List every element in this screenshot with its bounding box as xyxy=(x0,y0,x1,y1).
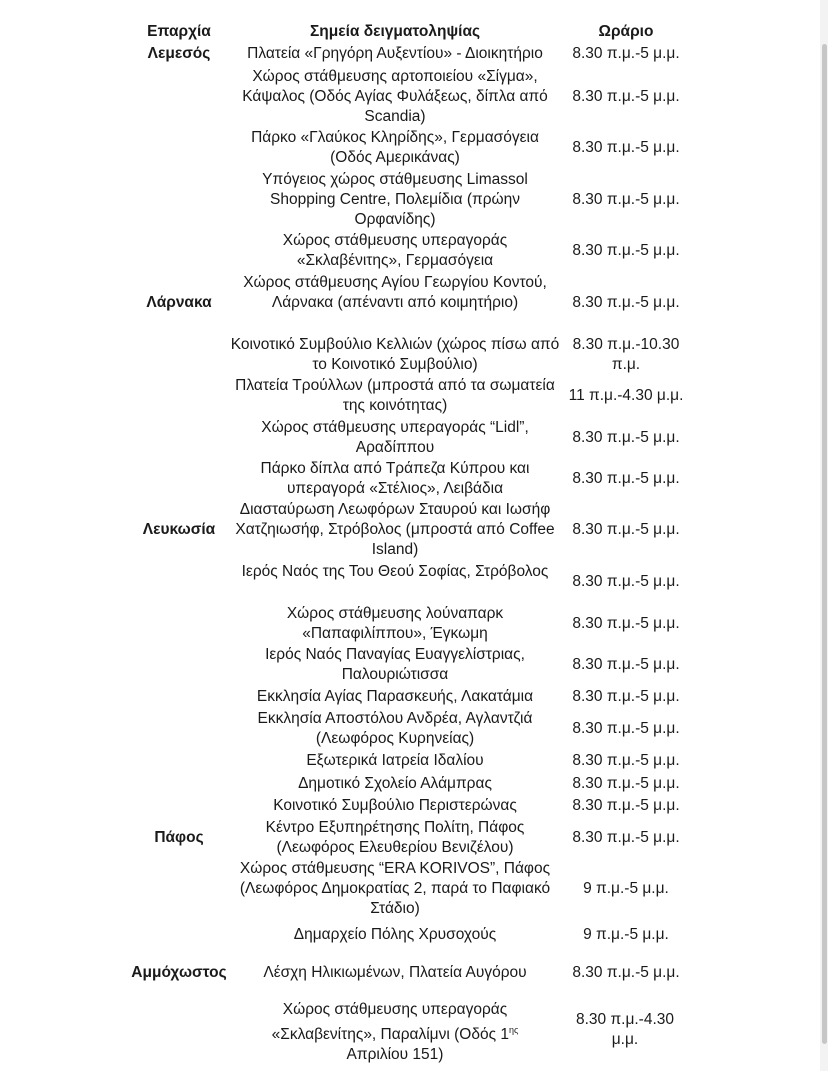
sampling-point: Δημοτικό Σχολείο Αλάμπρας xyxy=(298,775,492,792)
opening-hours: 8.30 π.μ.-5 μ.μ. xyxy=(572,573,680,590)
opening-hours: 8.30 π.μ.-10.30 π.μ. xyxy=(572,336,680,373)
sampling-point: Πάρκο δίπλα από Τράπεζα Κύπρου και υπεραγορά «Στέλιος», Λειβάδια xyxy=(260,460,530,497)
sampling-point: Χώρος στάθμευσης λούναπαρκ «Παπαφιλίππου», Έγκωμη xyxy=(286,605,504,642)
sampling-point: Πλατεία «Γρηγόρη Αυξεντίου» - Διοικητήριο xyxy=(247,45,543,62)
opening-hours: 8.30 π.μ.-5 μ.μ. xyxy=(572,797,680,814)
sampling-point: Εκκλησία Αποστόλου Ανδρέα, Αγλαντζιά (Λεωφόρος Κυρηνείας) xyxy=(257,710,533,747)
sampling-point: Χώρος στάθμευσης υπεραγοράς “Lidl”, Αραδίππου xyxy=(261,419,529,456)
opening-hours: 11 π.μ.-4.30 μ.μ. xyxy=(568,387,684,404)
sampling-point: Χώρος στάθμευσης υπεραγοράς «Σκλαβένιτης», Γερμασόγεια xyxy=(282,232,508,269)
scrollbar-thumb[interactable] xyxy=(822,44,827,1044)
sampling-point: Χώρος στάθμευσης Αγίου Γεωργίου Κοντού, Λάρνακα (απέναντι από κοιμητήριο) xyxy=(243,274,547,311)
sampling-point: Πλατεία Τρούλλων (μπροστά από τα σωματεία της κοινότητας) xyxy=(235,377,555,414)
sampling-point: Πάρκο «Γλαύκος Κληρίδης», Γερμασόγεια (Οδός Αμερικάνας) xyxy=(251,129,539,166)
district-name: Αμμόχωστος xyxy=(131,964,227,981)
opening-hours: 8.30 π.μ.-5 μ.μ. xyxy=(572,88,680,105)
sampling-point: Υπόγειος χώρος στάθμευσης Limassol Shopping Centre, Πολεμίδια (πρώην Ορφανίδης) xyxy=(262,171,528,228)
opening-hours: 8.30 π.μ.-5 μ.μ. xyxy=(572,470,680,487)
district-name: Λεμεσός xyxy=(147,45,211,62)
sampling-point: Ιερός Ναός της Του Θεού Σοφίας, Στρόβολος xyxy=(241,563,549,580)
sampling-point-line: Απριλίου 151) xyxy=(346,1046,444,1063)
opening-hours: 8.30 π.μ.-5 μ.μ. xyxy=(572,429,680,446)
opening-hours: 8.30 π.μ.-4.30 μ.μ. xyxy=(575,1011,675,1048)
opening-hours: 8.30 π.μ.-5 μ.μ. xyxy=(572,45,680,62)
opening-hours: 8.30 π.μ.-5 μ.μ. xyxy=(572,242,680,259)
opening-hours: 8.30 π.μ.-5 μ.μ. xyxy=(572,688,680,705)
opening-hours: 9 π.μ.-5 μ.μ. xyxy=(583,926,669,943)
sampling-point-line xyxy=(230,1020,560,1045)
opening-hours: 8.30 π.μ.-5 μ.μ. xyxy=(572,720,680,737)
header-sampling-points: Σημεία δειγματοληψίας xyxy=(309,23,481,40)
opening-hours: 8.30 π.μ.-5 μ.μ. xyxy=(572,829,680,846)
opening-hours: 8.30 π.μ.-5 μ.μ. xyxy=(572,964,680,981)
header-district: Επαρχία xyxy=(147,23,211,40)
sampling-point xyxy=(230,1000,560,1065)
sampling-point: Λέσχη Ηλικιωμένων, Πλατεία Αυγόρου xyxy=(263,964,527,981)
district-name: Λευκωσία xyxy=(142,521,216,538)
opening-hours: 8.30 π.μ.-5 μ.μ. xyxy=(572,294,680,311)
sampling-point: Εξωτερικά Ιατρεία Ιδαλίου xyxy=(306,752,484,769)
opening-hours: 9 π.μ.-5 μ.μ. xyxy=(583,880,669,897)
district-name: Πάφος xyxy=(154,829,204,846)
sampling-point-text: «Σκλαβενίτης», Παραλίμνι (Οδός 1 xyxy=(271,1026,509,1043)
sampling-point: Διασταύρωση Λεωφόρων Σταυρού και Ιωσήφ Χατζηιωσήφ, Στρόβολος (μπροστά από Coffee Island) xyxy=(235,501,555,558)
sampling-point: Χώρος στάθμευσης αρτοποιείου «Σίγμα», Κάψαλος (Οδός Αγίας Φυλάξεως, δίπλα από Scandia) xyxy=(242,68,548,125)
sampling-point-line: Χώρος στάθμευσης υπεραγοράς xyxy=(282,1001,508,1018)
sampling-point: Κέντρο Εξυπηρέτησης Πολίτη, Πάφος (Λεωφόρος Ελευθερίου Βενιζέλου) xyxy=(265,819,525,856)
sampling-point: Δημαρχείο Πόλης Χρυσοχούς xyxy=(293,926,497,943)
ordinal-superscript: ης xyxy=(508,1025,519,1035)
header-hours: Ωράριο xyxy=(598,23,654,40)
sampling-point: Κοινοτικό Συμβούλιο Κελλιών (χώρος πίσω από το Κοινοτικό Συμβούλιο) xyxy=(230,336,560,373)
opening-hours: 8.30 π.μ.-5 μ.μ. xyxy=(572,191,680,208)
opening-hours: 8.30 π.μ.-5 μ.μ. xyxy=(572,775,680,792)
scrollbar[interactable] xyxy=(820,0,828,1071)
opening-hours: 8.30 π.μ.-5 μ.μ. xyxy=(572,139,680,156)
district-name: Λάρνακα xyxy=(146,294,212,311)
sampling-point: Ιερός Ναός Παναγίας Ευαγγελίστριας, Παλουριώτισσα xyxy=(265,646,525,683)
opening-hours: 8.30 π.μ.-5 μ.μ. xyxy=(572,752,680,769)
sampling-point: Χώρος στάθμευσης “ERA KORIVOS”, Πάφος (Λεωφόρος Δημοκρατίας 2, παρά το Παφιακό Στάδιο) xyxy=(239,860,551,917)
sampling-point: Κοινοτικό Συμβούλιο Περιστερώνας xyxy=(273,797,517,814)
sampling-point: Εκκλησία Αγίας Παρασκευής, Λακατάμια xyxy=(256,688,534,705)
opening-hours: 8.30 π.μ.-5 μ.μ. xyxy=(572,521,680,538)
opening-hours: 8.30 π.μ.-5 μ.μ. xyxy=(572,615,680,632)
opening-hours: 8.30 π.μ.-5 μ.μ. xyxy=(572,656,680,673)
